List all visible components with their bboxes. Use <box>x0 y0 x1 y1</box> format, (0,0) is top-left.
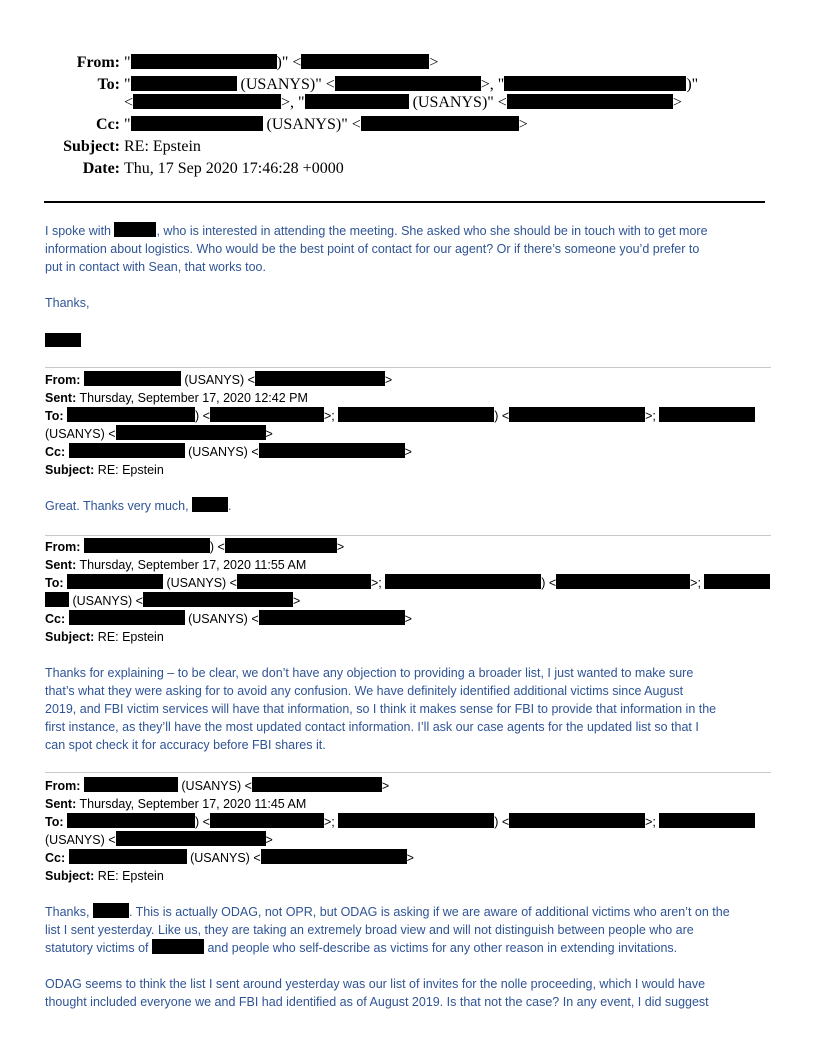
redaction <box>45 592 69 607</box>
divider <box>45 367 771 368</box>
cc-label: Cc: <box>96 116 120 133</box>
redaction <box>69 610 185 625</box>
redaction <box>93 903 129 918</box>
redaction <box>210 813 324 828</box>
redaction <box>131 54 277 69</box>
divider <box>45 535 771 536</box>
redaction <box>131 116 263 131</box>
redaction <box>704 574 770 589</box>
header-divider <box>44 201 765 203</box>
redaction <box>659 813 755 828</box>
redaction <box>305 94 409 109</box>
redaction <box>143 592 293 607</box>
redaction <box>116 425 266 440</box>
redaction <box>504 76 686 91</box>
redaction <box>84 538 210 553</box>
redaction <box>237 574 371 589</box>
redaction <box>556 574 690 589</box>
redaction <box>192 497 228 512</box>
redaction <box>84 777 178 792</box>
message-body: Thanks for explaining – to be clear, we don’t have any objection to providing a broader list, I just wanted to make sure that’s what they were asking for to avoid any confusion. We have definitely identified additional victims since August 2019, and FBI victim services will have that information, so I think it makes sense for FBI to provide that information in the first instance, as they’ll have the most updated contact information. I’ll ask our case agents for the updated list so that I can spot check it for accuracy before FBI shares it. <box>45 666 717 752</box>
quoted-header: From: (USANYS) < > Sent: Thursday, September 17, 2020 11:45 AM To: ) < >; ) < >; (USANYS) < > Cc: (USANYS) < > Subject: RE: Epstein <box>45 777 775 885</box>
sign-off: Thanks, <box>45 296 90 310</box>
redaction <box>252 777 382 792</box>
redaction <box>509 813 645 828</box>
redaction <box>67 813 195 828</box>
to-value-cont: < >, " (USANYS)" < > <box>124 94 682 111</box>
to-label: To: <box>97 76 120 93</box>
redaction <box>509 407 645 422</box>
date-value: Thu, 17 Sep 2020 17:46:28 +0000 <box>124 160 344 177</box>
to-value: " (USANYS)" < >, " )" <box>124 76 699 93</box>
quoted-header: From: (USANYS) < > Sent: Thursday, September 17, 2020 12:42 PM To: ) < >; ) < >; (USANYS) < > Cc: (USANYS) < > Subject: RE: Epstein <box>45 371 775 479</box>
redaction <box>659 407 755 422</box>
redaction <box>255 371 385 386</box>
redaction <box>116 831 266 846</box>
redaction <box>338 407 494 422</box>
redaction <box>67 574 163 589</box>
from-label: From: <box>76 54 120 71</box>
redaction <box>225 538 337 553</box>
redaction <box>131 76 237 91</box>
from-value: " )" < > <box>124 54 439 71</box>
redaction <box>152 939 204 954</box>
redaction <box>45 333 81 347</box>
message-body: ODAG seems to think the list I sent around yesterday was our list of invites for the nolle proceeding, which I would have thought included everyone we and FBI had identified as of August 2019. Is that not the case? In any event, I did suggest <box>45 977 709 1009</box>
redaction <box>67 407 195 422</box>
redaction <box>335 76 481 91</box>
message-body: I spoke with , who is interested in attending the meeting. She asked who she should be in touch with to get more information about logistics. Who would be the best point of contact for our agent? Or if there’s someone you’d prefer to put in contact with Sean, that works too. <box>45 224 708 274</box>
quoted-header: From: ) < > Sent: Thursday, September 17, 2020 11:55 AM To: (USANYS) < >; ) < >; (USANYS) < > Cc: (USANYS) < > Subject: RE: Epstein <box>45 538 775 646</box>
redaction <box>259 610 405 625</box>
redaction <box>259 443 405 458</box>
redaction <box>385 574 541 589</box>
redaction <box>114 222 156 237</box>
subject-label: Subject: <box>63 138 120 155</box>
redaction <box>261 849 407 864</box>
redaction <box>69 849 187 864</box>
redaction <box>69 443 185 458</box>
cc-value: " (USANYS)" < > <box>124 116 528 133</box>
redaction <box>133 94 281 109</box>
redaction <box>301 54 429 69</box>
message-body: Great. Thanks very much, . <box>45 499 232 513</box>
subject-value: RE: Epstein <box>124 138 201 155</box>
message-body: Thanks, . This is actually ODAG, not OPR, but ODAG is asking if we are aware of additional victims who aren’t on the list I sent yesterday. Like us, they are taking an extremely broad view and will not distinguish between people who are statutory victims of and people who self-describe as victims for any other reason in extending invitations. <box>45 905 730 955</box>
redaction <box>338 813 494 828</box>
redaction <box>84 371 181 386</box>
redaction <box>210 407 324 422</box>
redaction <box>507 94 673 109</box>
date-label: Date: <box>82 160 120 177</box>
redaction <box>361 116 519 131</box>
divider <box>45 772 771 773</box>
